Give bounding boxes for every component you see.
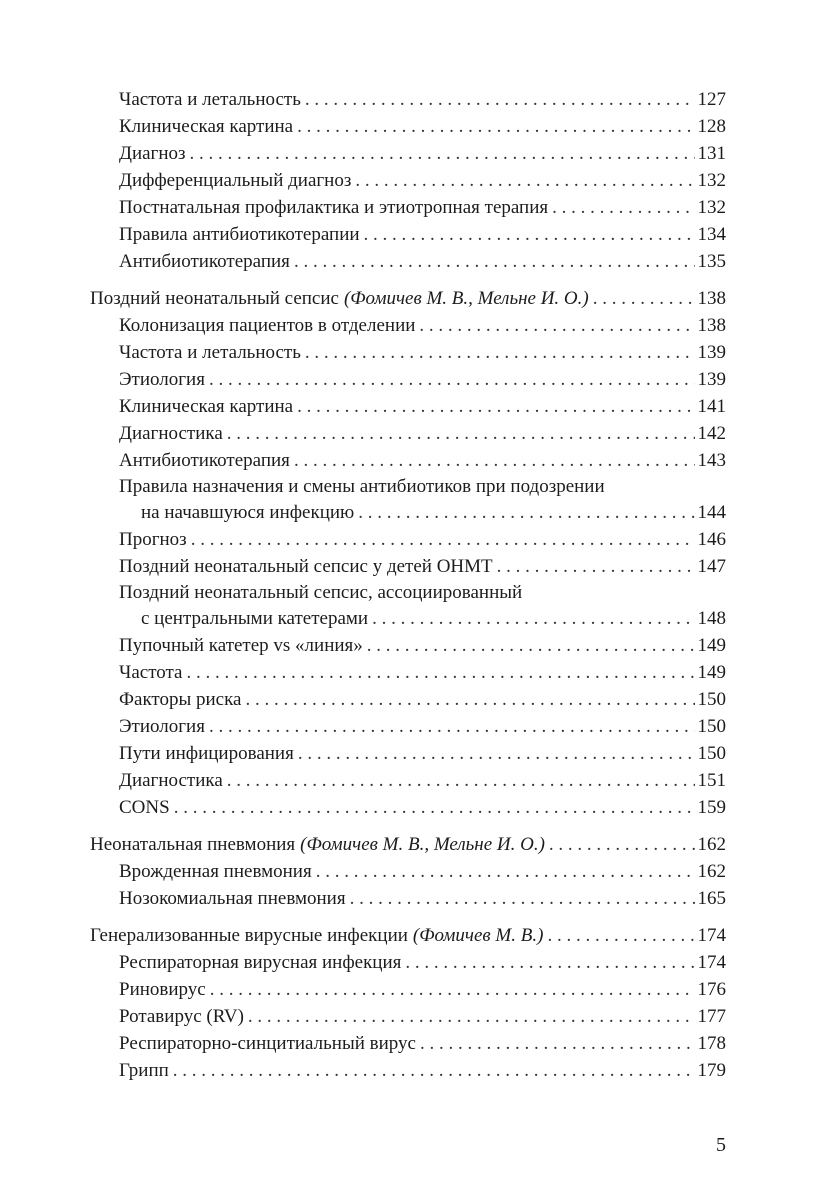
entry-page-number: 150	[697, 689, 726, 710]
toc-entry[interactable]	[90, 420, 726, 447]
toc-entry[interactable]	[90, 740, 726, 767]
toc-entry[interactable]	[90, 686, 726, 713]
toc-entry[interactable]	[90, 767, 726, 794]
entry-page-number: 138	[697, 315, 726, 336]
dot-leader	[305, 339, 695, 366]
toc-entry[interactable]	[90, 366, 726, 393]
dot-leader	[316, 858, 695, 885]
entry-title: Клиническая картина	[119, 116, 294, 137]
entry-page-number: 147	[697, 556, 726, 577]
toc-entry[interactable]	[90, 86, 726, 113]
entry-title: Антибиотикотерапия	[119, 251, 290, 272]
entry-title: Поздний неонатальный сепсис, ассоциированный	[119, 582, 523, 603]
entry-title: Диагноз	[119, 143, 186, 164]
toc-entry[interactable]	[90, 858, 726, 885]
entry-page-number: 150	[697, 716, 726, 737]
toc-entry[interactable]	[90, 580, 726, 632]
entry-page-number: 143	[697, 450, 726, 471]
dot-leader	[372, 605, 694, 632]
entry-title: Пути инфицирования	[119, 743, 294, 764]
toc-entry[interactable]	[90, 194, 726, 221]
chapter-page-number: 174	[697, 925, 726, 946]
toc-entry[interactable]	[90, 221, 726, 248]
dot-leader	[350, 885, 695, 912]
dot-leader	[593, 285, 695, 312]
dot-leader	[191, 526, 695, 553]
toc-entry[interactable]	[90, 526, 726, 553]
page-number: 5	[716, 1134, 726, 1156]
toc-entry[interactable]	[90, 659, 726, 686]
dot-leader	[549, 831, 695, 858]
entry-title: Факторы риска	[119, 689, 242, 710]
dot-leader	[248, 1003, 695, 1030]
entry-title-continuation-line	[119, 499, 726, 526]
dot-leader	[294, 248, 695, 275]
toc-entry[interactable]	[90, 1003, 726, 1030]
dot-leader	[305, 86, 695, 113]
toc-entry[interactable]	[90, 167, 726, 194]
toc-chapter-entry[interactable]	[90, 285, 726, 312]
toc-entry[interactable]	[90, 248, 726, 275]
toc-entry[interactable]	[90, 1030, 726, 1057]
entry-title: Частота и летальность	[119, 89, 301, 110]
toc-chapter-entry[interactable]	[90, 831, 726, 858]
toc-chapter-entry[interactable]	[90, 922, 726, 949]
chapter-page-number: 138	[697, 288, 726, 309]
entry-title: Диагностика	[119, 770, 223, 791]
toc-section	[90, 285, 726, 821]
toc-section	[90, 831, 726, 912]
entry-page-number: 141	[697, 396, 726, 417]
entry-title: Частота	[119, 662, 183, 683]
dot-leader	[227, 420, 695, 447]
chapter-title: Генерализованные вирусные инфекции	[90, 925, 408, 946]
entry-title: Дифференциальный диагноз	[119, 170, 352, 191]
dot-leader	[174, 794, 695, 821]
entry-title: Пупочный катетер vs «линия»	[119, 635, 363, 656]
entry-page-number: 135	[697, 251, 726, 272]
dot-leader	[294, 447, 695, 474]
table-of-contents	[90, 86, 726, 1094]
entry-title: Этиология	[119, 716, 205, 737]
entry-page-number: 165	[697, 888, 726, 909]
toc-entry[interactable]	[90, 140, 726, 167]
dot-leader	[298, 740, 695, 767]
entry-page-number: 149	[697, 635, 726, 656]
dot-leader	[547, 922, 694, 949]
toc-entry[interactable]	[90, 339, 726, 366]
entry-page-number: 132	[697, 197, 726, 218]
toc-entry[interactable]	[90, 113, 726, 140]
entry-page-number: 139	[697, 342, 726, 363]
dot-leader	[358, 499, 694, 526]
entry-page-number: 150	[697, 743, 726, 764]
entry-page-number: 127	[697, 89, 726, 110]
dot-leader	[497, 553, 695, 580]
entry-page-number: 144	[697, 502, 726, 523]
entry-title: Прогноз	[119, 529, 187, 550]
entry-title-continuation-line	[119, 605, 726, 632]
entry-title: Риновирус	[119, 979, 206, 1000]
toc-entry[interactable]	[90, 794, 726, 821]
dot-leader	[190, 140, 695, 167]
toc-entry[interactable]	[90, 447, 726, 474]
entry-title: Частота и летальность	[119, 342, 301, 363]
entry-page-number: 178	[697, 1033, 726, 1054]
entry-title: Колонизация пациентов в отделении	[119, 315, 416, 336]
entry-title: Этиология	[119, 369, 205, 390]
toc-section	[90, 922, 726, 1084]
toc-entry[interactable]	[90, 713, 726, 740]
entry-page-number: 151	[697, 770, 726, 791]
dot-leader	[227, 767, 695, 794]
dot-leader	[297, 113, 694, 140]
entry-title: Антибиотикотерапия	[119, 450, 290, 471]
entry-page-number: 177	[697, 1006, 726, 1027]
entry-page-number: 162	[697, 861, 726, 882]
chapter-authors: (Фомичев М. В.)	[412, 925, 544, 946]
entry-title: Правила назначения и смены антибиотиков при подозрении	[119, 476, 605, 497]
entry-title-continuation: на начавшуюся инфекцию	[141, 502, 355, 523]
dot-leader	[297, 393, 694, 420]
entry-page-number: 174	[697, 952, 726, 973]
entry-page-number: 159	[697, 797, 726, 818]
entry-title: Респираторно-синцитиальный вирус	[119, 1033, 416, 1054]
toc-entry[interactable]	[90, 885, 726, 912]
chapter-authors: (Фомичев М. В., Мельне И. О.)	[300, 834, 545, 855]
entry-title: Постнатальная профилактика и этиотропная терапия	[119, 197, 549, 218]
toc-entry[interactable]	[90, 632, 726, 659]
entry-page-number: 176	[697, 979, 726, 1000]
entry-page-number: 142	[697, 423, 726, 444]
dot-leader	[355, 167, 694, 194]
entry-title: Правила антибиотикотерапии	[119, 224, 360, 245]
entry-title: Клиническая картина	[119, 396, 294, 417]
entry-title: Грипп	[119, 1060, 169, 1081]
toc-entry[interactable]	[90, 393, 726, 420]
dot-leader	[245, 686, 694, 713]
entry-page-number: 132	[697, 170, 726, 191]
toc-entry[interactable]	[90, 553, 726, 580]
chapter-authors: (Фомичев М. В., Мельне И. О.)	[343, 288, 589, 309]
entry-page-number: 179	[697, 1060, 726, 1081]
toc-entry[interactable]	[90, 312, 726, 339]
dot-leader	[209, 366, 695, 393]
chapter-page-number: 162	[697, 834, 726, 855]
dot-leader	[420, 1030, 695, 1057]
chapter-title: Поздний неонатальный сепсис	[90, 288, 339, 309]
entry-title: Поздний неонатальный сепсис у детей ОНМТ	[119, 556, 493, 577]
dot-leader	[210, 976, 695, 1003]
dot-leader	[173, 1057, 695, 1084]
entry-title: Респираторная вирусная инфекция	[119, 952, 402, 973]
toc-entry[interactable]	[90, 1057, 726, 1084]
entry-page-number: 139	[697, 369, 726, 390]
entry-page-number: 131	[697, 143, 726, 164]
dot-leader	[209, 713, 695, 740]
entry-title-continuation: с центральными катетерами	[141, 608, 369, 629]
dot-leader	[552, 194, 694, 221]
entry-title: Врожденная пневмония	[119, 861, 312, 882]
entry-title: CONS	[119, 797, 170, 818]
entry-page-number: 148	[697, 608, 726, 629]
entry-title: Диагностика	[119, 423, 223, 444]
toc-entry[interactable]	[90, 976, 726, 1003]
entry-page-number: 128	[697, 116, 726, 137]
toc-entry[interactable]	[90, 474, 726, 526]
toc-section	[90, 86, 726, 275]
entry-title: Ротавирус (RV)	[119, 1006, 244, 1027]
entry-title: Нозокомиальная пневмония	[119, 888, 346, 909]
dot-leader	[367, 632, 695, 659]
chapter-title: Неонатальная пневмония	[90, 834, 296, 855]
dot-leader	[419, 312, 694, 339]
entry-page-number: 146	[697, 529, 726, 550]
dot-leader	[405, 949, 694, 976]
dot-leader	[187, 659, 695, 686]
dot-leader	[364, 221, 695, 248]
toc-entry[interactable]	[90, 949, 726, 976]
entry-page-number: 134	[697, 224, 726, 245]
entry-page-number: 149	[697, 662, 726, 683]
